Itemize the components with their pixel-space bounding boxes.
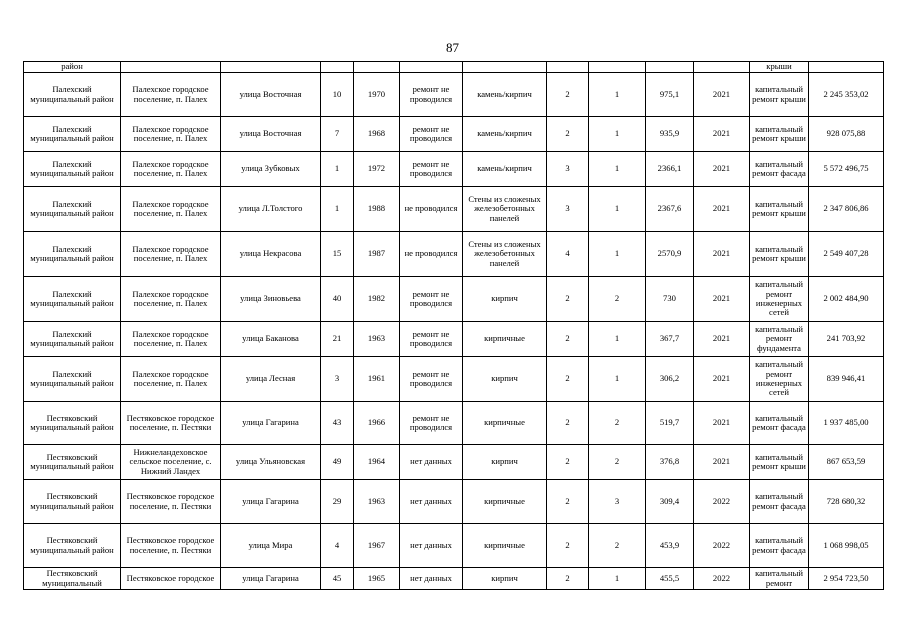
cell-wall-material: Стены из сложеных железобетонных панелей	[463, 187, 547, 232]
cell-plan-year: 2021	[694, 73, 750, 117]
cell-floors: 2	[547, 480, 589, 524]
cell-street: улица Восточная	[221, 73, 321, 117]
cell-area	[646, 62, 694, 73]
cell-entrances: 3	[589, 480, 646, 524]
cell-last-repair: ремонт не проводился	[400, 117, 463, 152]
cell-work-type: капитальный ремонт инженерных сетей	[750, 277, 809, 322]
cell-cost: 2 954 723,50	[809, 568, 884, 590]
cell-year-built: 1988	[354, 187, 400, 232]
cell-wall-material: кирпичные	[463, 322, 547, 357]
cell-wall-material	[463, 62, 547, 73]
cell-house-number: 29	[321, 480, 354, 524]
cell-district: Пестяковский муниципальный	[24, 568, 121, 590]
cell-street: улица Л.Толстого	[221, 187, 321, 232]
table-row	[24, 152, 884, 187]
cell-street: улица Мира	[221, 524, 321, 568]
cell-year-built: 1963	[354, 480, 400, 524]
cell-area: 975,1	[646, 73, 694, 117]
cell-floors: 4	[547, 232, 589, 277]
cell-year-built: 1968	[354, 117, 400, 152]
table-row	[24, 524, 884, 568]
cell-district: Палехский муниципальный район	[24, 152, 121, 187]
cell-cost: 2 549 407,28	[809, 232, 884, 277]
cell-area: 935,9	[646, 117, 694, 152]
cell-plan-year: 2021	[694, 117, 750, 152]
cell-last-repair: ремонт не проводился	[400, 73, 463, 117]
cell-floors: 2	[547, 73, 589, 117]
cell-house-number: 43	[321, 402, 354, 445]
cell-area: 2367,6	[646, 187, 694, 232]
table-row	[24, 480, 884, 524]
cell-floors: 3	[547, 152, 589, 187]
cell-year-built: 1961	[354, 357, 400, 402]
cell-last-repair: нет данных	[400, 524, 463, 568]
cell-cost: 241 703,92	[809, 322, 884, 357]
table-row	[24, 117, 884, 152]
cell-street: улица Гагарина	[221, 480, 321, 524]
cell-cost: 728 680,32	[809, 480, 884, 524]
cell-entrances: 2	[589, 402, 646, 445]
cell-settlement: Палехское городское поселение, п. Палех	[121, 187, 221, 232]
cell-work-type: капитальный ремонт фасада	[750, 480, 809, 524]
table-row	[24, 568, 884, 590]
cell-house-number: 40	[321, 277, 354, 322]
cell-wall-material: кирпичные	[463, 524, 547, 568]
cell-cost: 867 653,59	[809, 445, 884, 480]
cell-area: 309,4	[646, 480, 694, 524]
cell-year-built: 1966	[354, 402, 400, 445]
cell-house-number: 10	[321, 73, 354, 117]
cell-house-number	[321, 62, 354, 73]
cell-wall-material: кирпич	[463, 445, 547, 480]
cell-plan-year: 2021	[694, 187, 750, 232]
cell-work-type: капитальный ремонт крыши	[750, 187, 809, 232]
cell-work-type: капитальный ремонт крыши	[750, 117, 809, 152]
cell-wall-material: камень/кирпич	[463, 73, 547, 117]
cell-floors: 2	[547, 402, 589, 445]
cell-area: 2570,9	[646, 232, 694, 277]
table-row	[24, 402, 884, 445]
cell-last-repair: ремонт не проводился	[400, 152, 463, 187]
cell-last-repair: ремонт не проводился	[400, 357, 463, 402]
cell-entrances: 1	[589, 187, 646, 232]
cell-area: 376,8	[646, 445, 694, 480]
cell-entrances: 2	[589, 524, 646, 568]
cell-house-number: 1	[321, 152, 354, 187]
cell-wall-material: Стены из сложеных железобетонных панелей	[463, 232, 547, 277]
cell-entrances: 1	[589, 357, 646, 402]
page-number: 87	[446, 40, 459, 55]
cell-district: Палехский муниципальный район	[24, 277, 121, 322]
cell-cost: 5 572 496,75	[809, 152, 884, 187]
cell-last-repair: нет данных	[400, 445, 463, 480]
cell-floors: 2	[547, 445, 589, 480]
cell-settlement: Палехское городское поселение, п. Палех	[121, 117, 221, 152]
table-row	[24, 357, 884, 402]
cell-house-number: 45	[321, 568, 354, 590]
cell-settlement	[121, 62, 221, 73]
cell-last-repair: нет данных	[400, 568, 463, 590]
cell-area: 367,7	[646, 322, 694, 357]
cell-district: Палехский муниципальный район	[24, 117, 121, 152]
cell-cost: 2 002 484,90	[809, 277, 884, 322]
cell-last-repair: ремонт не проводился	[400, 402, 463, 445]
cell-floors	[547, 62, 589, 73]
table-row	[24, 73, 884, 117]
cell-area: 455,5	[646, 568, 694, 590]
cell-year-built: 1964	[354, 445, 400, 480]
cell-settlement: Пестяковское городское поселение, п. Пестяки	[121, 480, 221, 524]
cell-district: Палехский муниципальный район	[24, 73, 121, 117]
cell-work-type: капитальный ремонт фасада	[750, 524, 809, 568]
cell-work-type: капитальный ремонт фундамента	[750, 322, 809, 357]
cell-last-repair: не проводился	[400, 232, 463, 277]
cell-street: улица Ульяновская	[221, 445, 321, 480]
cell-floors: 2	[547, 357, 589, 402]
cell-entrances: 1	[589, 232, 646, 277]
table-row	[24, 62, 884, 73]
cell-area: 306,2	[646, 357, 694, 402]
cell-plan-year: 2021	[694, 357, 750, 402]
cell-street: улица Гагарина	[221, 568, 321, 590]
cell-work-type: капитальный ремонт	[750, 568, 809, 590]
cell-settlement: Палехское городское поселение, п. Палех	[121, 322, 221, 357]
cell-floors: 2	[547, 524, 589, 568]
cell-floors: 2	[547, 117, 589, 152]
cell-street: улица Восточная	[221, 117, 321, 152]
cell-wall-material: кирпич	[463, 568, 547, 590]
table-body	[24, 62, 884, 590]
cell-house-number: 1	[321, 187, 354, 232]
cell-plan-year: 2022	[694, 568, 750, 590]
cell-entrances: 1	[589, 73, 646, 117]
cell-street: улица Гагарина	[221, 402, 321, 445]
cell-street: улица Лесная	[221, 357, 321, 402]
cell-cost: 839 946,41	[809, 357, 884, 402]
cell-year-built: 1987	[354, 232, 400, 277]
cell-area: 2366,1	[646, 152, 694, 187]
cell-cost	[809, 62, 884, 73]
cell-work-type: капитальный ремонт крыши	[750, 232, 809, 277]
cell-cost: 1 068 998,05	[809, 524, 884, 568]
cell-district: Палехский муниципальный район	[24, 187, 121, 232]
cell-settlement: Пестяковское городское	[121, 568, 221, 590]
cell-last-repair: ремонт не проводился	[400, 322, 463, 357]
cell-area: 519,7	[646, 402, 694, 445]
cell-settlement: Пестяковское городское поселение, п. Пестяки	[121, 402, 221, 445]
cell-district: Палехский муниципальный район	[24, 357, 121, 402]
cell-plan-year: 2021	[694, 402, 750, 445]
cell-floors: 2	[547, 568, 589, 590]
cell-plan-year: 2021	[694, 322, 750, 357]
cell-settlement: Палехское городское поселение, п. Палех	[121, 73, 221, 117]
cell-plan-year: 2022	[694, 524, 750, 568]
cell-settlement: Палехское городское поселение, п. Палех	[121, 152, 221, 187]
cell-last-repair: не проводился	[400, 187, 463, 232]
cell-street: улица Зиновьева	[221, 277, 321, 322]
cell-year-built: 1982	[354, 277, 400, 322]
cell-wall-material: кирпичные	[463, 402, 547, 445]
cell-settlement: Пестяковское городское поселение, п. Пестяки	[121, 524, 221, 568]
table-row	[24, 445, 884, 480]
cell-floors: 3	[547, 187, 589, 232]
cell-entrances: 2	[589, 445, 646, 480]
cell-entrances: 1	[589, 322, 646, 357]
cell-district: район	[24, 62, 121, 73]
cell-entrances: 1	[589, 568, 646, 590]
cell-plan-year: 2022	[694, 480, 750, 524]
cell-year-built: 1967	[354, 524, 400, 568]
cell-plan-year: 2021	[694, 152, 750, 187]
cell-house-number: 49	[321, 445, 354, 480]
cell-wall-material: камень/кирпич	[463, 117, 547, 152]
cell-year-built: 1963	[354, 322, 400, 357]
cell-last-repair: нет данных	[400, 480, 463, 524]
cell-floors: 2	[547, 277, 589, 322]
cell-street	[221, 62, 321, 73]
cell-entrances	[589, 62, 646, 73]
cell-settlement: Палехское городское поселение, п. Палех	[121, 277, 221, 322]
cell-house-number: 15	[321, 232, 354, 277]
cell-work-type: капитальный ремонт инженерных сетей	[750, 357, 809, 402]
table-row	[24, 187, 884, 232]
housing-repair-table	[23, 61, 884, 590]
table-row	[24, 232, 884, 277]
cell-district: Пестяковский муниципальный район	[24, 445, 121, 480]
cell-entrances: 1	[589, 152, 646, 187]
cell-wall-material: камень/кирпич	[463, 152, 547, 187]
cell-work-type: капитальный ремонт крыши	[750, 445, 809, 480]
cell-district: Пестяковский муниципальный район	[24, 402, 121, 445]
cell-last-repair: ремонт не проводился	[400, 277, 463, 322]
cell-entrances: 2	[589, 277, 646, 322]
cell-year-built: 1970	[354, 73, 400, 117]
cell-plan-year: 2021	[694, 232, 750, 277]
table-row	[24, 322, 884, 357]
cell-district: Пестяковский муниципальный район	[24, 524, 121, 568]
cell-wall-material: кирпичные	[463, 480, 547, 524]
cell-work-type: крыши	[750, 62, 809, 73]
cell-entrances: 1	[589, 117, 646, 152]
cell-floors: 2	[547, 322, 589, 357]
cell-house-number: 7	[321, 117, 354, 152]
cell-plan-year: 2021	[694, 445, 750, 480]
cell-street: улица Некрасова	[221, 232, 321, 277]
cell-area: 730	[646, 277, 694, 322]
cell-settlement: Палехское городское поселение, п. Палех	[121, 232, 221, 277]
cell-last-repair	[400, 62, 463, 73]
cell-work-type: капитальный ремонт фасада	[750, 402, 809, 445]
cell-work-type: капитальный ремонт фасада	[750, 152, 809, 187]
cell-house-number: 4	[321, 524, 354, 568]
cell-house-number: 3	[321, 357, 354, 402]
cell-district: Палехский муниципальный район	[24, 322, 121, 357]
cell-district: Пестяковский муниципальный район	[24, 480, 121, 524]
cell-work-type: капитальный ремонт крыши	[750, 73, 809, 117]
table-row	[24, 277, 884, 322]
cell-plan-year	[694, 62, 750, 73]
cell-cost: 2 245 353,02	[809, 73, 884, 117]
cell-year-built: 1965	[354, 568, 400, 590]
cell-wall-material: кирпич	[463, 277, 547, 322]
cell-area: 453,9	[646, 524, 694, 568]
cell-cost: 928 075,88	[809, 117, 884, 152]
cell-settlement: Палехское городское поселение, п. Палех	[121, 357, 221, 402]
cell-street: улица Зубковых	[221, 152, 321, 187]
cell-plan-year: 2021	[694, 277, 750, 322]
cell-settlement: Нижнеландеховское сельское поселение, с. Нижний Ландех	[121, 445, 221, 480]
cell-wall-material: кирпич	[463, 357, 547, 402]
cell-street: улица Баканова	[221, 322, 321, 357]
cell-year-built: 1972	[354, 152, 400, 187]
cell-cost: 1 937 485,00	[809, 402, 884, 445]
cell-cost: 2 347 806,86	[809, 187, 884, 232]
cell-house-number: 21	[321, 322, 354, 357]
cell-year-built	[354, 62, 400, 73]
cell-district: Палехский муниципальный район	[24, 232, 121, 277]
